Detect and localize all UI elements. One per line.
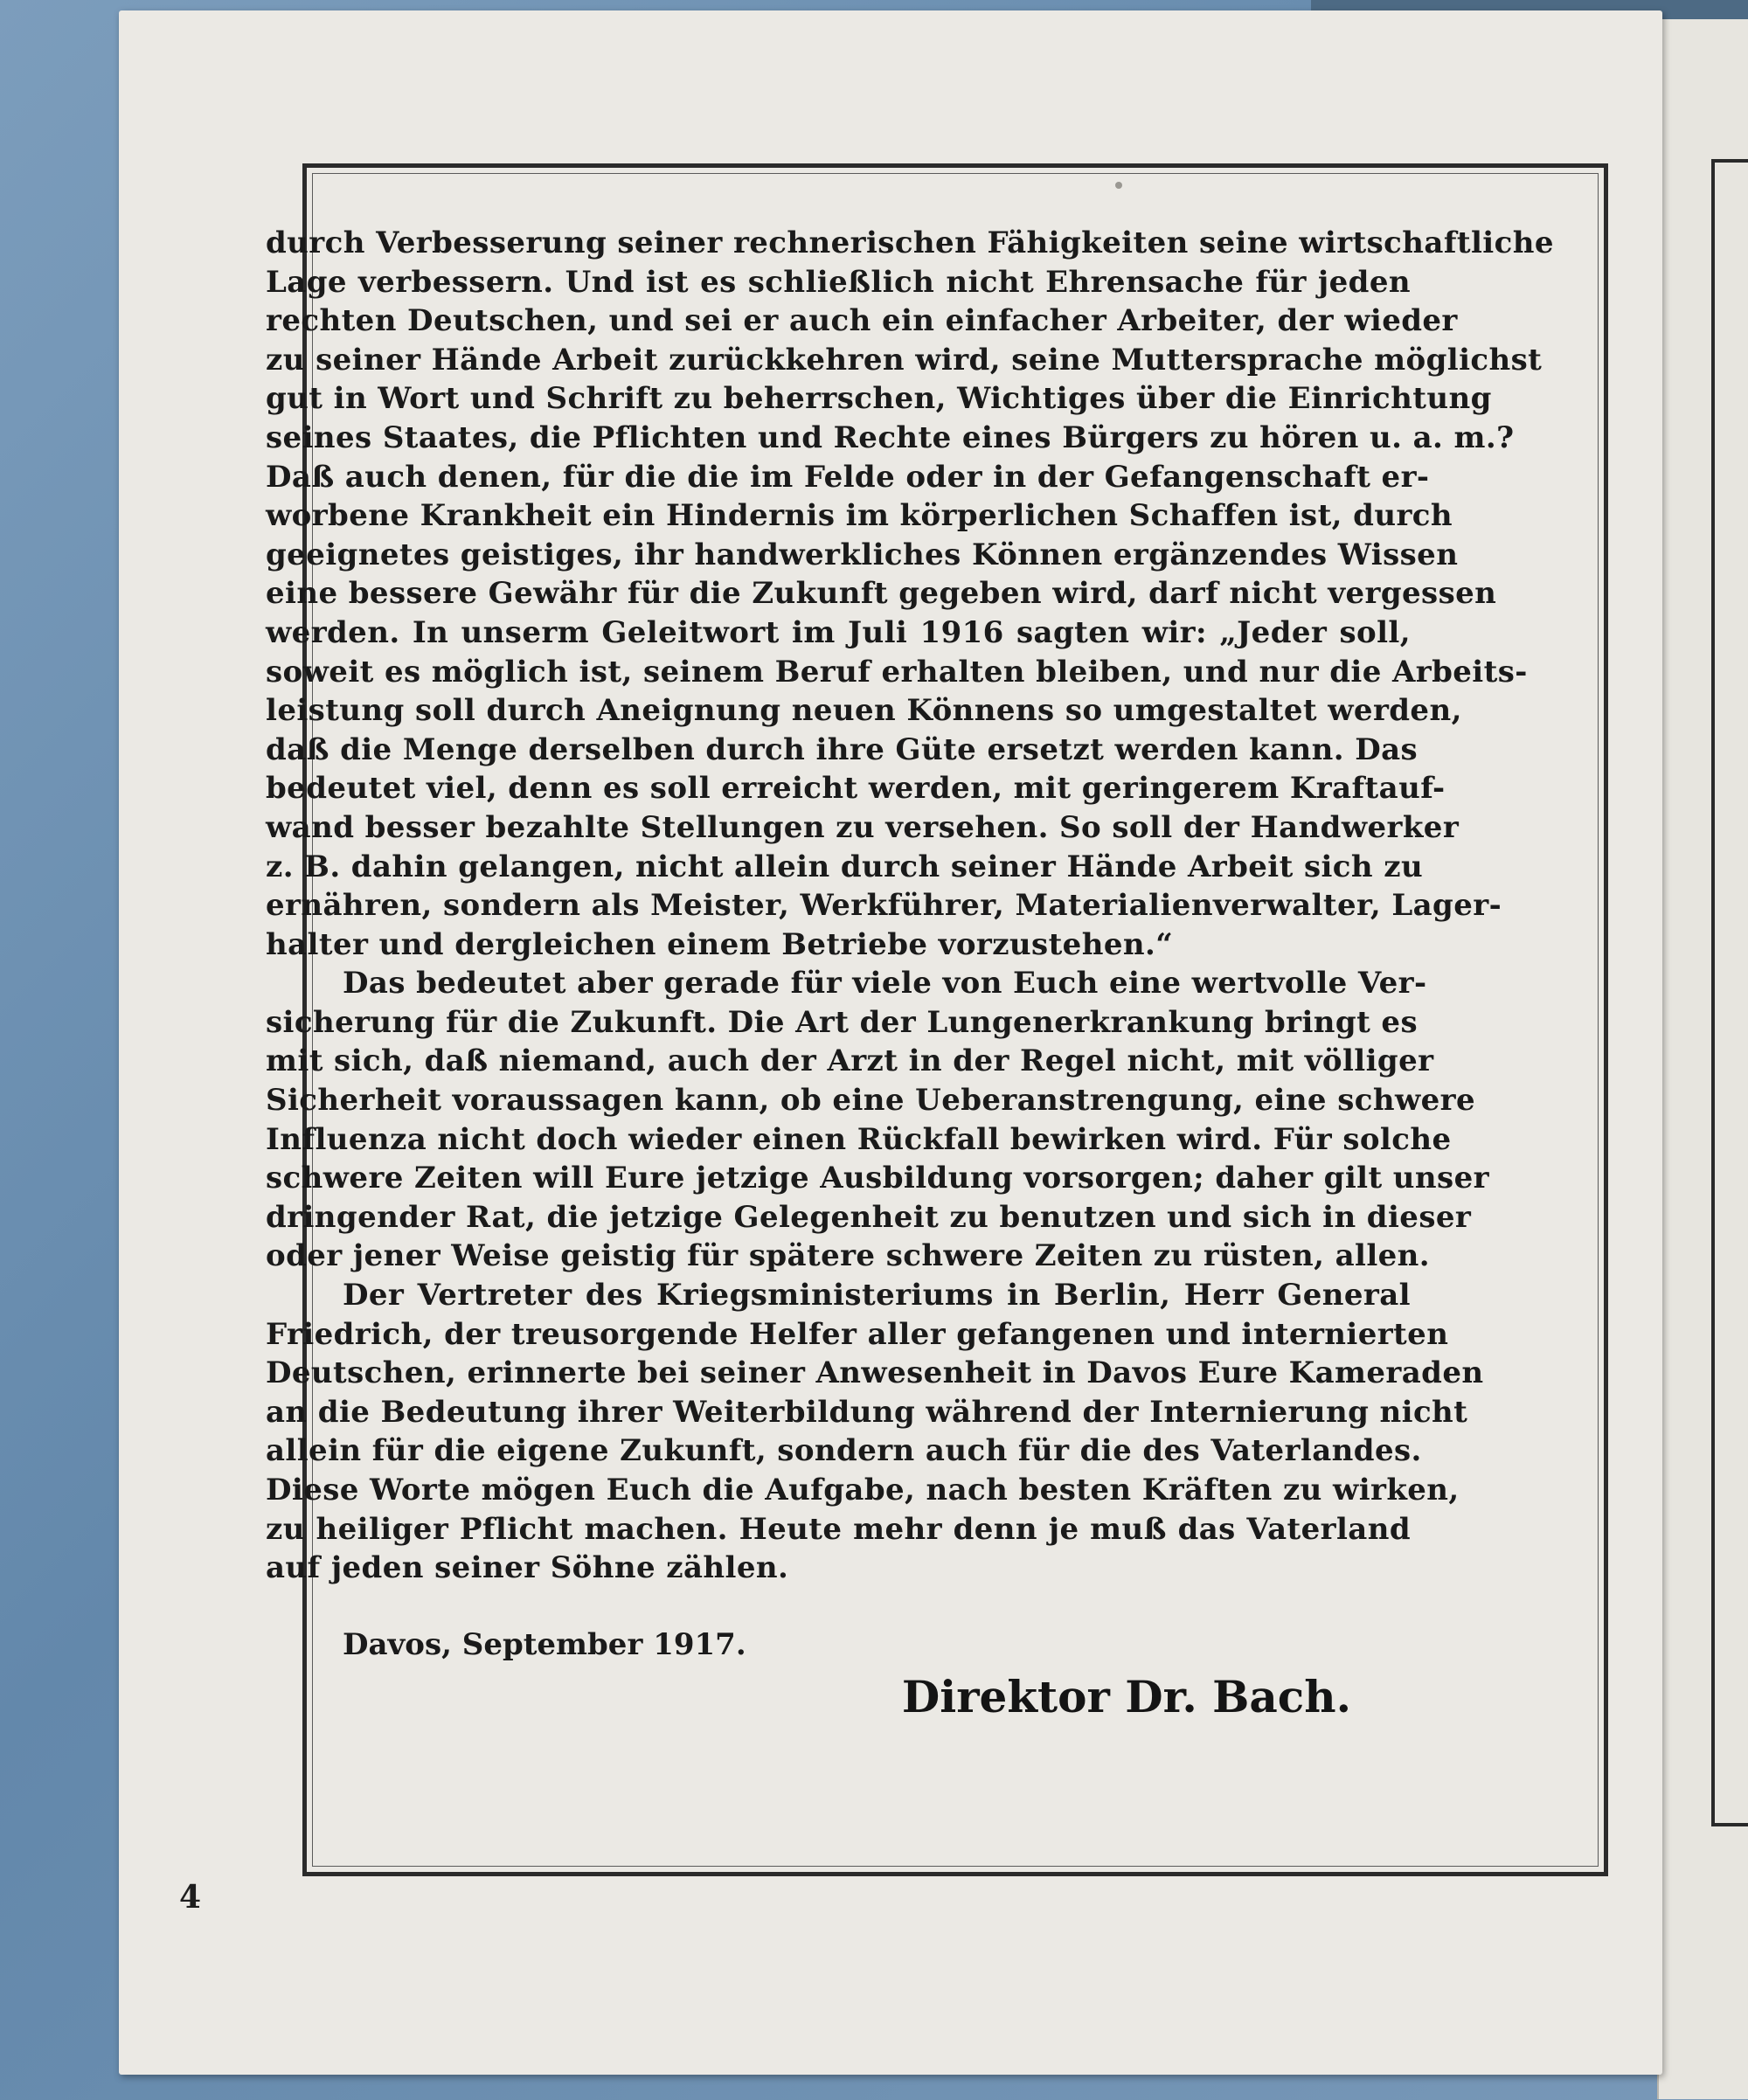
text-line: Daß auch denen, für die die im Felde oder in der Gefangenschaft er- (266, 459, 1430, 495)
text-line: daß die Menge derselben durch ihre Güte ersetzt werden kann. Das (266, 731, 1419, 767)
text-line: bedeutet viel, denn es soll erreicht werden, mit geringerem Kraftauf- (266, 771, 1446, 807)
text-line: oder jener Weise geistig für spätere schwere Zeiten zu rüsten, allen. (266, 1238, 1431, 1274)
text-line: sicherung für die Zukunft. Die Art der Lungenerkrankung bringt es (266, 1004, 1418, 1040)
text-line: worbene Krankheit ein Hindernis im körperlichen Schaffen ist, durch (266, 498, 1453, 534)
text-line: seines Staates, die Pflichten und Rechte eines Bürgers zu hören u. a. m.? (266, 419, 1515, 455)
text-line: auf jeden seiner Söhne zählen. (266, 1550, 789, 1586)
body-text (266, 224, 1554, 1588)
text-line: Lage verbessern. Und ist es schließlich nicht Ehrensache für jeden (266, 264, 1411, 300)
dateline: Davos, September 1917. (343, 1627, 746, 1662)
text-line: halter und dergleichen einem Betriebe vorzustehen.“ (266, 926, 1174, 962)
text-line: z. B. dahin gelangen, nicht allein durch seiner Hände Arbeit sich zu (266, 849, 1424, 884)
text-line: Diese Worte mögen Euch die Aufgabe, nach besten Kräften zu wirken, (266, 1473, 1460, 1507)
text-line: Das bedeutet aber gerade für viele von Euch eine wertvolle Ver- (343, 966, 1427, 1001)
text-line: eine bessere Gewähr für die Zukunft gegeben wird, darf nicht vergessen (266, 576, 1497, 612)
text-line: mit sich, daß niemand, auch der Arzt in der Regel nicht, mit völliger (266, 1043, 1434, 1079)
text-line: an die Bedeutung ihrer Weiterbildung während der Internierung nicht (266, 1394, 1468, 1430)
text-line: Der Vertreter des Kriegsministeriums in Berlin, Herr General (343, 1278, 1411, 1313)
text-line: wand besser bezahlte Stellungen zu versehen. So soll der Handwerker (266, 809, 1460, 845)
text-line: leistung soll durch Aneignung neuen Könnens so umgestaltet werden, (266, 693, 1462, 729)
text-line: Friedrich, der treusorgende Helfer aller gefangenen und internierten (266, 1316, 1449, 1352)
adjacent-page-frame (1711, 159, 1748, 1826)
text-line: schwere Zeiten will Eure jetzige Ausbildung vorsorgen; daher gilt unser (266, 1161, 1489, 1196)
text-line: geeignetes geistiges, ihr handwerkliches Können ergänzendes Wissen (266, 537, 1459, 572)
text-line: zu heiliger Pflicht machen. Heute mehr denn je muß das Vaterland (266, 1511, 1411, 1547)
page-number: 4 (179, 1879, 202, 1916)
text-line: Sicherheit voraussagen kann, ob eine Ueberanstrengung, eine schwere (266, 1083, 1476, 1119)
text-line: werden. In unserm Geleitwort im Juli 1916 sagten wir: „Jeder soll, (266, 614, 1411, 650)
adjacent-page-edge (1657, 19, 1748, 2099)
text-line: dringender Rat, die jetzige Gelegenheit zu benutzen und sich in dieser (266, 1199, 1472, 1235)
text-line: gut in Wort und Schrift zu beherrschen, Wichtiges über die Einrichtung (266, 381, 1492, 417)
text-line: zu seiner Hände Arbeit zurückkehren wird, seine Muttersprache möglichst (266, 342, 1543, 378)
signature: Direktor Dr. Bach. (901, 1671, 1351, 1722)
text-line: rechten Deutschen, und sei er auch ein einfacher Arbeiter, der wieder (266, 303, 1458, 339)
text-line: Influenza nicht doch wieder einen Rückfall bewirken wird. Für solche (266, 1121, 1452, 1157)
text-line: Deutschen, erinnerte bei seiner Anwesenheit in Davos Eure Kameraden (266, 1355, 1484, 1391)
text-line: allein für die eigene Zukunft, sondern auch für die des Vaterlandes. (266, 1433, 1422, 1469)
text-line: soweit es möglich ist, seinem Beruf erhalten bleiben, und nur die Arbeits- (266, 654, 1528, 690)
text-line: durch Verbesserung seiner rechnerischen Fähigkeiten seine wirtschaftliche (266, 225, 1554, 260)
text-line: ernähren, sondern als Meister, Werkführer, Materialienverwalter, Lager- (266, 888, 1502, 924)
